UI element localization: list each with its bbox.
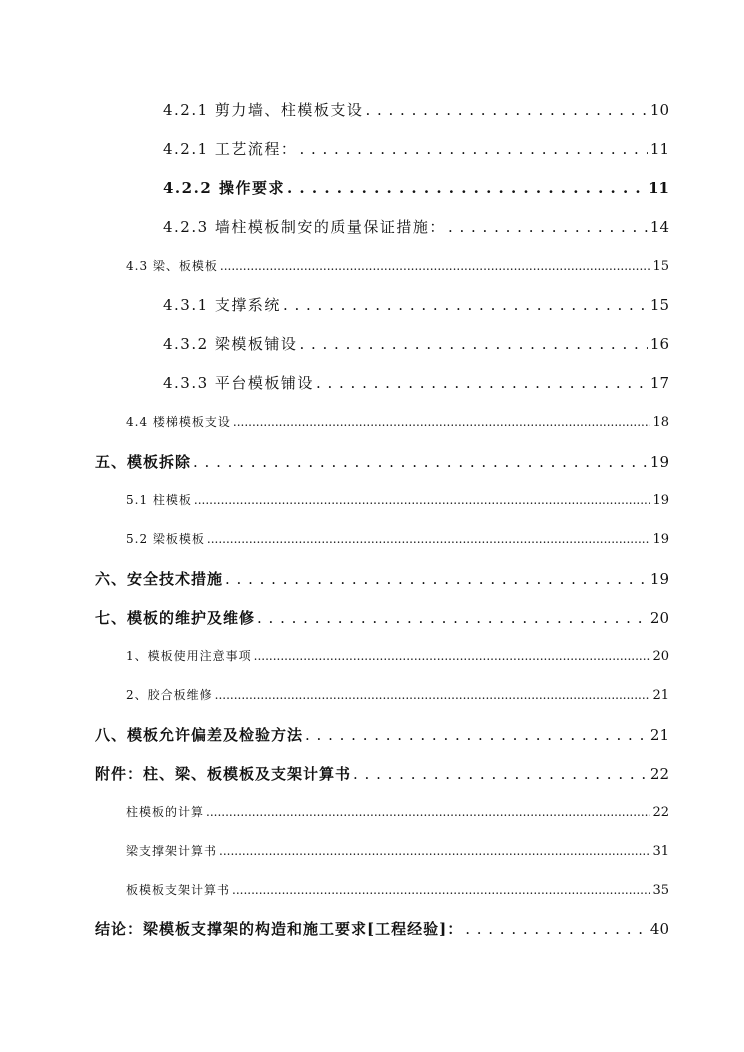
toc-leader-dots [233, 415, 651, 429]
toc-entry-title: 5.2 梁板模板 [126, 532, 205, 546]
toc-entry-page: 22 [652, 805, 669, 820]
toc-entry[interactable] [126, 686, 669, 703]
toc-leader-dots [257, 609, 648, 627]
toc-leader-dots [287, 179, 646, 197]
toc-entry[interactable] [95, 724, 669, 745]
toc-entry[interactable] [126, 530, 669, 547]
toc-entry[interactable] [95, 568, 669, 589]
toc-entry-title: 板模板支架计算书 [126, 883, 231, 897]
toc-entry-page: 11 [648, 179, 669, 197]
toc-leader-dots [254, 649, 651, 663]
toc-entry[interactable] [126, 647, 669, 664]
toc-entry-title: 4.3 梁、板模板 [126, 259, 218, 273]
toc-leader-dots [207, 532, 651, 546]
toc-entry[interactable] [126, 881, 669, 898]
toc-entry-title: 六、安全技术措施 [95, 570, 224, 588]
toc-entry[interactable] [163, 333, 669, 354]
toc-entry-page: 15 [649, 296, 669, 314]
toc-entry[interactable] [163, 99, 669, 120]
toc-entry-title: 4.2.3 墙柱模板制安的质量保证措施： [163, 218, 446, 236]
toc-entry[interactable] [126, 257, 669, 274]
toc-entry-page: 20 [649, 609, 669, 627]
toc-leader-dots [299, 140, 647, 158]
toc-entry-title: 柱模板的计算 [126, 805, 205, 819]
toc-entry-title: 5.1 柱模板 [126, 493, 192, 507]
toc-entry[interactable] [163, 294, 669, 315]
toc-entry-page: 19 [649, 570, 669, 588]
toc-entry-title: 4.4 楼梯模板支设 [126, 415, 231, 429]
toc-entry-page: 40 [649, 920, 669, 938]
toc-entry-page: 35 [652, 883, 669, 898]
toc-entry[interactable] [95, 607, 669, 628]
toc-leader-dots [220, 259, 651, 273]
toc-entry-page: 19 [652, 493, 669, 508]
toc-entry[interactable] [163, 177, 669, 198]
toc-leader-dots [465, 920, 648, 938]
toc-leader-dots [305, 726, 648, 744]
toc-leader-dots [299, 335, 647, 353]
toc-entry-page: 15 [652, 259, 669, 274]
toc-entry[interactable] [163, 216, 669, 237]
toc-entry-page: 20 [652, 649, 669, 664]
toc-entry-page: 18 [652, 415, 669, 430]
toc-entry[interactable] [126, 842, 669, 859]
toc-leader-dots [365, 101, 647, 119]
toc-entry[interactable] [126, 413, 669, 430]
toc-leader-dots [194, 493, 651, 507]
toc-entry-page: 31 [652, 844, 669, 859]
toc-entry-page: 16 [649, 335, 669, 353]
toc-entry-title: 4.2.2 操作要求 [163, 179, 285, 197]
toc-entry[interactable] [95, 451, 669, 472]
toc-entry-page: 17 [649, 374, 669, 392]
toc-leader-dots [448, 218, 648, 236]
toc-entry-title: 附件：柱、梁、板模板及支架计算书 [95, 765, 352, 783]
toc-leader-dots [283, 296, 648, 314]
toc-entry-title: 2、胶合板维修 [126, 688, 213, 702]
toc-entry-title: 4.3.1 支撑系统 [163, 296, 281, 314]
toc-entry-page: 19 [649, 453, 669, 471]
toc-entry-title: 4.3.3 平台模板铺设 [163, 374, 314, 392]
toc-leader-dots [353, 765, 648, 783]
toc-entry-page: 21 [649, 726, 669, 744]
toc-entry-page: 14 [649, 218, 669, 236]
toc-entry-title: 七、模板的维护及维修 [95, 609, 256, 627]
toc-leader-dots [225, 570, 648, 588]
toc-entry-page: 10 [649, 101, 669, 119]
toc-leader-dots [215, 688, 651, 702]
toc-leader-dots [316, 374, 648, 392]
toc-entry-page: 22 [649, 765, 669, 783]
toc-leader-dots [232, 883, 650, 897]
toc-entry-title: 五、模板拆除 [95, 453, 192, 471]
toc-entry[interactable] [95, 763, 669, 784]
toc-leader-dots [206, 805, 650, 819]
toc-entry-title: 4.2.1 工艺流程： [163, 140, 298, 158]
toc-leader-dots [219, 844, 650, 858]
toc-entry-title: 1、模板使用注意事项 [126, 649, 252, 663]
toc-entry-page: 19 [652, 532, 669, 547]
toc-entry-title: 八、模板允许偏差及检验方法 [95, 726, 304, 744]
toc-entry-title: 结论：梁模板支撑架的构造和施工要求[工程经验]： [95, 920, 464, 938]
toc-entry[interactable] [126, 803, 669, 820]
toc-entry[interactable] [126, 491, 669, 508]
toc-entry[interactable] [163, 372, 669, 393]
toc-entry-title: 4.2.1 剪力墙、柱模板支设 [163, 101, 364, 119]
toc-entry-page: 21 [652, 688, 669, 703]
toc-entry[interactable] [95, 918, 669, 939]
toc-entry-page: 11 [649, 140, 669, 158]
toc-entry-title: 4.3.2 梁模板铺设 [163, 335, 298, 353]
toc-entry-title: 梁支撑架计算书 [126, 844, 218, 858]
toc-leader-dots [193, 453, 648, 471]
toc-entry[interactable] [163, 138, 669, 159]
